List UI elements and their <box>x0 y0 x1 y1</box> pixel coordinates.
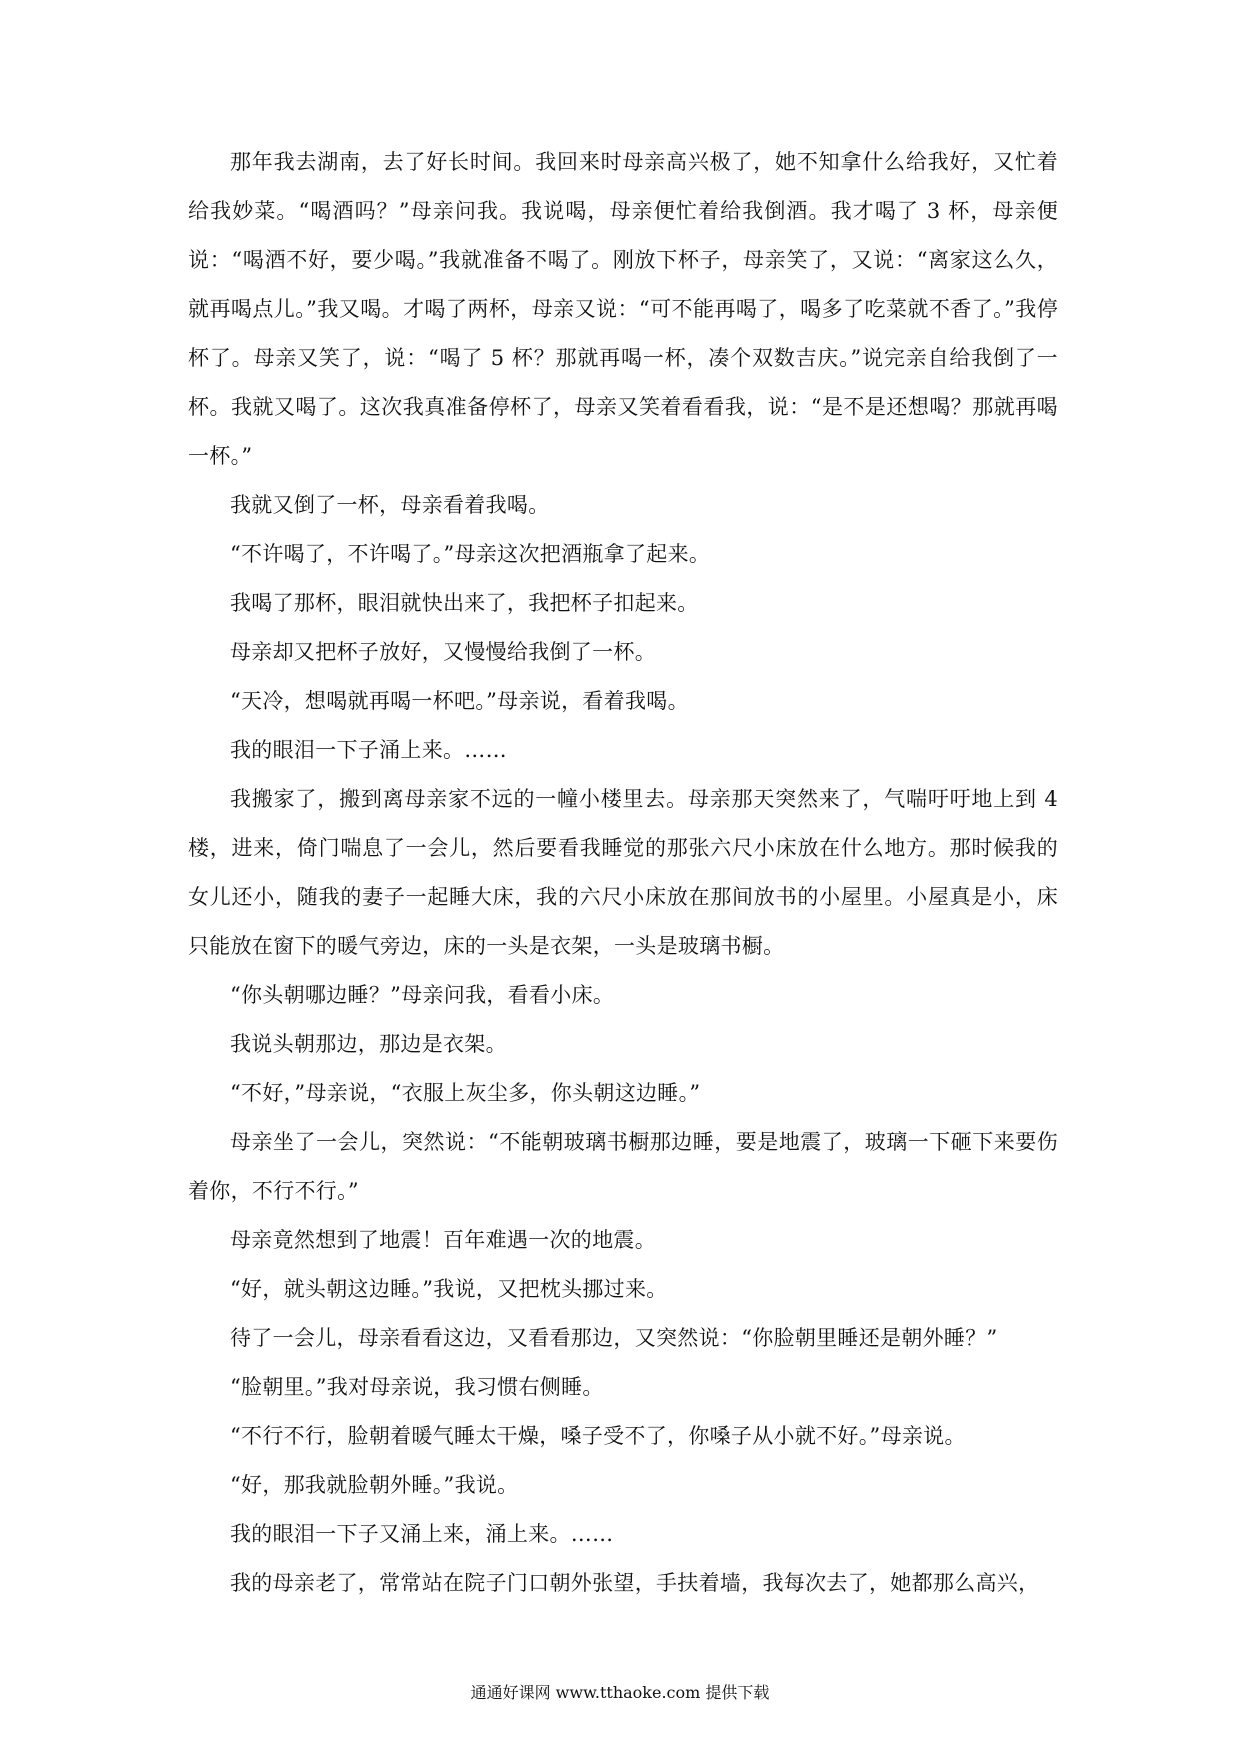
paragraph: 母亲坐了一会儿，突然说：“不能朝玻璃书橱那边睡，要是地震了，玻璃一下砸下来要伤着你，不行不行。” <box>188 1130 1058 1203</box>
paragraph: “不许喝了，不许喝了。”母亲这次把酒瓶拿了起来。 <box>230 542 711 566</box>
paragraph: 待了一会儿，母亲看看这边，又看看那边，又突然说：“你脸朝里睡还是朝外睡？” <box>230 1326 998 1350</box>
paragraph: 我的眼泪一下子又涌上来，涌上来。…… <box>230 1522 614 1546</box>
paragraph: “不好，”母亲说，“衣服上灰尘多，你头朝这边睡。” <box>230 1081 701 1105</box>
paragraph: 我就又倒了一杯，母亲看着我喝。 <box>230 493 550 517</box>
paragraph: “你头朝哪边睡？”母亲问我，看看小床。 <box>230 983 615 1007</box>
paragraph: 我说头朝那边，那边是衣架。 <box>230 1032 507 1056</box>
paragraph: 母亲却又把杯子放好，又慢慢给我倒了一杯。 <box>230 640 656 664</box>
paragraph: “好，就头朝这边睡。”我说，又把枕头挪过来。 <box>230 1277 668 1301</box>
paragraph: “天冷，想喝就再喝一杯吧。”母亲说，看着我喝。 <box>230 689 689 713</box>
paragraph: “脸朝里。”我对母亲说，我习惯右侧睡。 <box>230 1375 604 1399</box>
paragraph: 我搬家了，搬到离母亲家不远的一幢小楼里去。母亲那天突然来了，气喘吁吁地上到 4 楼，进来，倚门喘息了一会儿，然后要看我睡觉的那张六尺小床放在什么地方。那时候我的女儿还小，随我的妻子一起睡大床，我的六尺小床放在那间放书的小屋里。小屋真是小，床只能放在窗下的暖气旁边，床的一头是衣架，一头是玻璃书橱。 <box>188 787 1065 958</box>
paragraph: “不行不行，脸朝着暖气睡太干燥，嗓子受不了，你嗓子从小就不好。”母亲说。 <box>230 1424 966 1448</box>
paragraph: 我的眼泪一下子涌上来。…… <box>230 738 507 762</box>
paragraph: 母亲竟然想到了地震！百年难遇一次的地震。 <box>230 1228 656 1252</box>
paragraph: “好，那我就脸朝外睡。”我说。 <box>230 1473 519 1497</box>
paragraph: 我喝了那杯，眼泪就快出来了，我把杯子扣起来。 <box>230 591 699 615</box>
paragraph: 我的母亲老了，常常站在院子门口朝外张望，手扶着墙，我每次去了，她都那么高兴， <box>230 1571 1040 1595</box>
document-body <box>188 138 1065 1608</box>
page-footer: 通通好课网 www.tthaoke.com 提供下载 <box>470 1683 770 1702</box>
paragraph: 那年我去湖南，去了好长时间。我回来时母亲高兴极了，她不知拿什么给我好，又忙着给我妙菜。“喝酒吗？”母亲问我。我说喝，母亲便忙着给我倒酒。我才喝了 3 杯，母亲便说：“喝酒不好，要少喝。”我就准备不喝了。刚放下杯子，母亲笑了，又说：“离家这么久，就再喝点儿。”我又喝。才喝了两杯，母亲又说：“可不能再喝了，喝多了吃菜就不香了。”我停杯了。母亲又笑了，说：“喝了 5 杯？那就再喝一杯，凑个双数吉庆。”说完亲自给我倒了一杯。我就又喝了。这次我真准备停杯了，母亲又笑着看看我，说：“是不是还想喝？那就再喝一杯。” <box>188 150 1058 468</box>
